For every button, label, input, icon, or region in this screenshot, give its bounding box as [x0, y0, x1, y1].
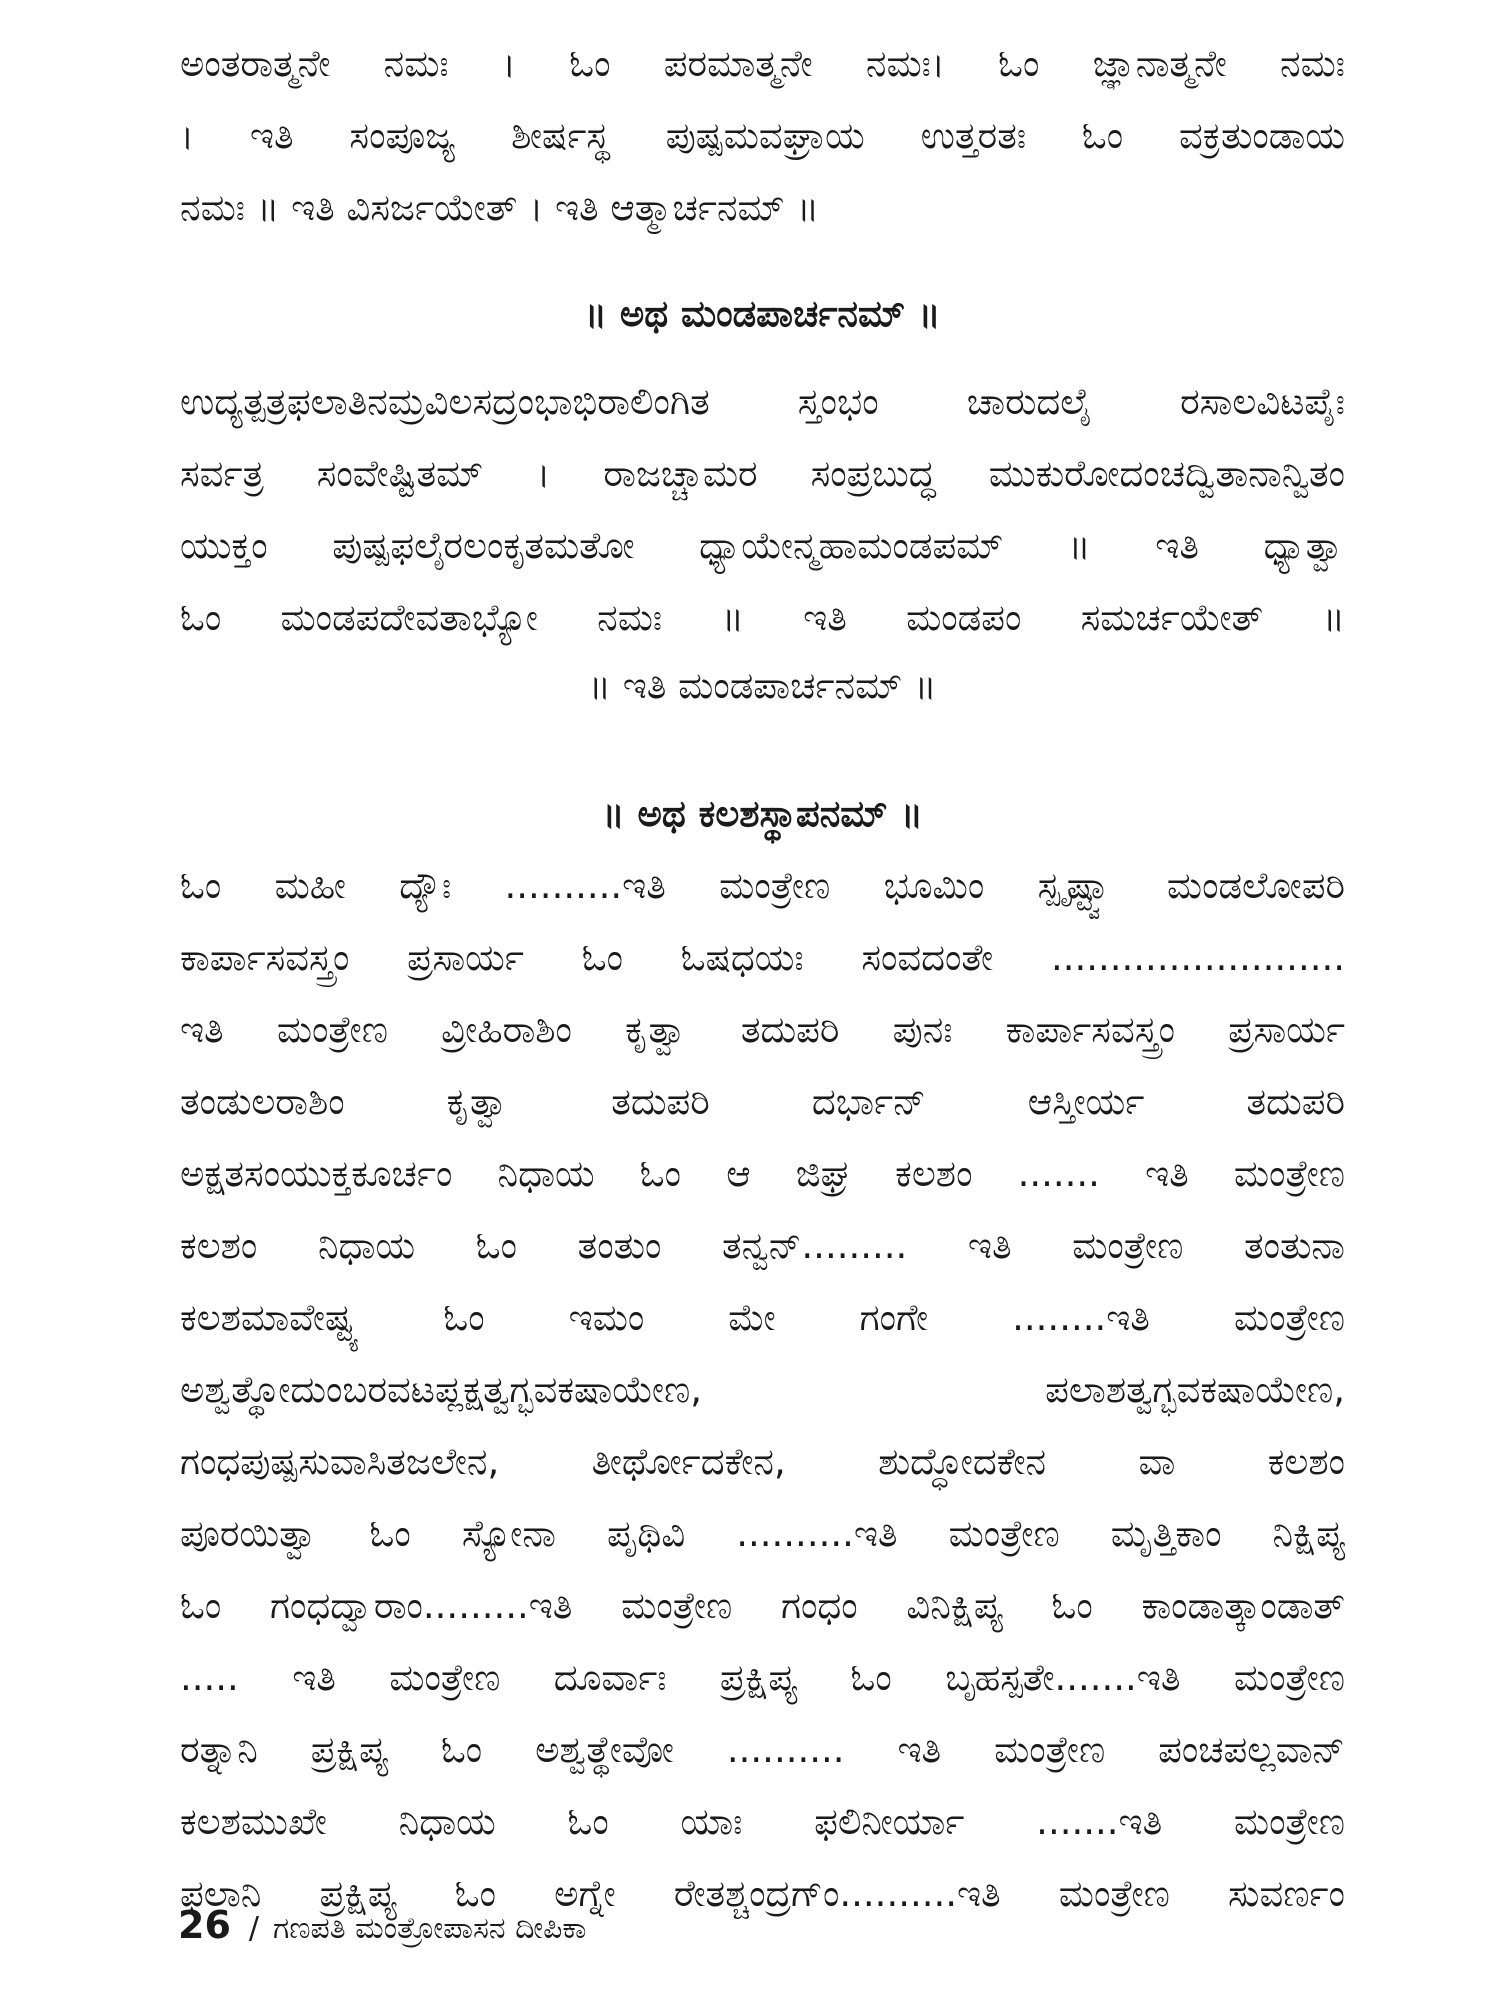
text-line: ಅಶ್ವತ್ಥೋದುಂಬರವಟಪ್ಲಕ್ಷತ್ವಗ್ಭವಕಷಾಯೇಣ, ಪಲಾಶತ್ವಗ್ಭವಕಷಾಯೇಣ,	[180, 1368, 1345, 1411]
text-line: ಕಲಶಂ ನಿಧಾಯ ಓಂ ತಂತುಂ ತನ್ವನ್......... ಇತಿ ಮಂತ್ರೇಣ ತಂತುನಾ	[180, 1224, 1345, 1267]
text-line: । ಇತಿ ಸಂಪೂಜ್ಯ ಶೀರ್ಷಸ್ಥ ಪುಷ್ಪಮವಘ್ರಾಯ ಉತ್ತರತಃ ಓಂ ವಕ್ರತುಂಡಾಯ	[180, 114, 1345, 157]
text-line: ಅಕ್ಷತಸಂಯುಕ್ತಕೂರ್ಚಂ ನಿಧಾಯ ಓಂ ಆ ಜಿಘ್ರ ಕಲಶಂ ....... ಇತಿ ಮಂತ್ರೇಣ	[180, 1152, 1345, 1195]
text-line: ಓಂ ಮಂಡಪದೇವತಾಭ್ಯೋ ನಮಃ ॥ ಇತಿ ಮಂಡಪಂ ಸಮರ್ಚಯೇತ್ ॥	[180, 596, 1345, 639]
atmarchana-paragraph	[180, 28, 1345, 244]
text-line: ..... ಇತಿ ಮಂತ್ರೇಣ ದೂರ್ವಾಃ ಪ್ರಕ್ಷಿಪ್ಯ ಓಂ ಬೃಹಸ್ಪತೇ.......ಇತಿ ಮಂತ್ರೇಣ	[180, 1656, 1345, 1699]
text-line: ಅಂತರಾತ್ಮನೇ ನಮಃ । ಓಂ ಪರಮಾತ್ಮನೇ ನಮಃ। ಓಂ ಜ್ಞಾನಾತ್ಮನೇ ನಮಃ	[180, 42, 1345, 85]
text-line: ಗಂಧಪುಷ್ಪಸುವಾಸಿತಜಲೇನ, ತೀರ್ಥೋದಕೇನ, ಶುದ್ಧೋದಕೇನ ವಾ ಕಲಶಂ	[180, 1440, 1345, 1483]
text-line: ಇತಿ ಮಂತ್ರೇಣ ವ್ರೀಹಿರಾಶಿಂ ಕೃತ್ವಾ ತದುಪರಿ ಪುನಃ ಕಾರ್ಪಾಸವಸ್ತ್ರಂ ಪ್ರಸಾರ್ಯ	[180, 1008, 1345, 1051]
section-heading-mandaparchana: ॥ ಅಥ ಮಂಡಪಾರ್ಚನಮ್ ॥	[584, 292, 941, 335]
page-number: 26	[178, 1903, 231, 1947]
section-heading-kalashasthapana: ॥ ಅಥ ಕಲಶಸ್ಥಾಪನಮ್ ॥	[602, 792, 923, 835]
text-line: ಓಂ ಗಂಧದ್ವಾರಾಂ.........ಇತಿ ಮಂತ್ರೇಣ ಗಂಧಂ ವಿನಿಕ್ಷಿಪ್ಯ ಓಂ ಕಾಂಡಾತ್ಕಾಂಡಾತ್	[180, 1584, 1345, 1627]
kalashasthapana-paragraph	[180, 850, 1345, 1930]
text-line: ತಂಡುಲರಾಶಿಂ ಕೃತ್ವಾ ತದುಪರಿ ದರ್ಭಾನ್ ಆಸ್ತೀರ್ಯ ತದುಪರಿ	[180, 1080, 1345, 1123]
text-line: ಫಲಾನಿ ಪ್ರಕ್ಷಿಪ್ಯ ಓಂ ಅಗ್ನೇ ರೇತಶ್ಚಂದ್ರಗ್ಂ..........ಇತಿ ಮಂತ್ರೇಣ ಸುವರ್ಣಂ	[180, 1872, 1345, 1915]
text-line: ರತ್ನಾನಿ ಪ್ರಕ್ಷಿಪ್ಯ ಓಂ ಅಶ್ವತ್ಥೇವೋ .......... ಇತಿ ಮಂತ್ರೇಣ ಪಂಚಪಲ್ಲವಾನ್	[180, 1728, 1345, 1771]
text-line: ಸರ್ವತ್ರ ಸಂವೇಷ್ಟಿತಮ್ । ರಾಜಚ್ಚಾಮರ ಸಂಪ್ರಬುದ್ಧ ಮುಕುರೋದಂಚದ್ವಿತಾನಾನ್ವಿತಂ	[180, 452, 1345, 495]
book-title: ಗಣಪತಿ ಮಂತ್ರೋಪಾಸನ ದೀಪಿಕಾ	[273, 1911, 587, 1946]
text-line: ಕಲಶಮಾವೇಷ್ಟ್ಯ ಓಂ ಇಮಂ ಮೇ ಗಂಗೇ ........ಇತಿ ಮಂತ್ರೇಣ	[180, 1296, 1345, 1339]
text-line: ಕಲಶಮುಖೇ ನಿಧಾಯ ಓಂ ಯಾಃ ಫಲಿನೀರ್ಯಾ .......ಇತಿ ಮಂತ್ರೇಣ	[180, 1800, 1345, 1843]
text-line: ಪೂರಯಿತ್ವಾ ಓಂ ಸ್ಯೋನಾ ಪೃಥಿವಿ ..........ಇತಿ ಮಂತ್ರೇಣ ಮೃತ್ತಿಕಾಂ ನಿಕ್ಷಿಪ್ಯ	[180, 1512, 1345, 1555]
footer-separator: /	[248, 1911, 259, 1946]
text-line: ನಮಃ ॥ ಇತಿ ವಿಸರ್ಜಯೇತ್ । ಇತಿ ಆತ್ಮಾರ್ಚನಮ್ ॥	[180, 186, 820, 229]
page-footer	[178, 1900, 587, 1950]
text-line: ಉದ್ಯತ್ಪತ್ರಫಲಾತಿನಮ್ರವಿಲಸದ್ರಂಭಾಭಿರಾಲಿಂಗಿತ ಸ್ತಂಭಂ ಚಾರುದಲೈ ರಸಾಲವಿಟಪೈಃ	[180, 380, 1345, 423]
text-line: ಯುಕ್ತಂ ಪುಷ್ಪಫಲೈರಲಂಕೃತಮತೋ ಧ್ಯಾಯೇನ್ಮಹಾಮಂಡಪಮ್ ॥ ಇತಿ ಧ್ಯಾತ್ವಾ	[180, 524, 1345, 567]
mandaparchana-paragraph	[180, 366, 1345, 654]
text-line: ಕಾರ್ಪಾಸವಸ್ತ್ರಂ ಪ್ರಸಾರ್ಯ ಓಂ ಓಷಧಯಃ ಸಂವದಂತೇ .........................	[180, 936, 1345, 979]
section-end-mandaparchana: ॥ ಇತಿ ಮಂಡಪಾರ್ಚನಮ್ ॥	[588, 664, 937, 707]
text-line: ಓಂ ಮಹೀ ದ್ಯೌಃ ..........ಇತಿ ಮಂತ್ರೇಣ ಭೂಮಿಂ ಸ್ಪೃಷ್ಟ್ವಾ ಮಂಡಲೋಪರಿ	[180, 864, 1345, 907]
